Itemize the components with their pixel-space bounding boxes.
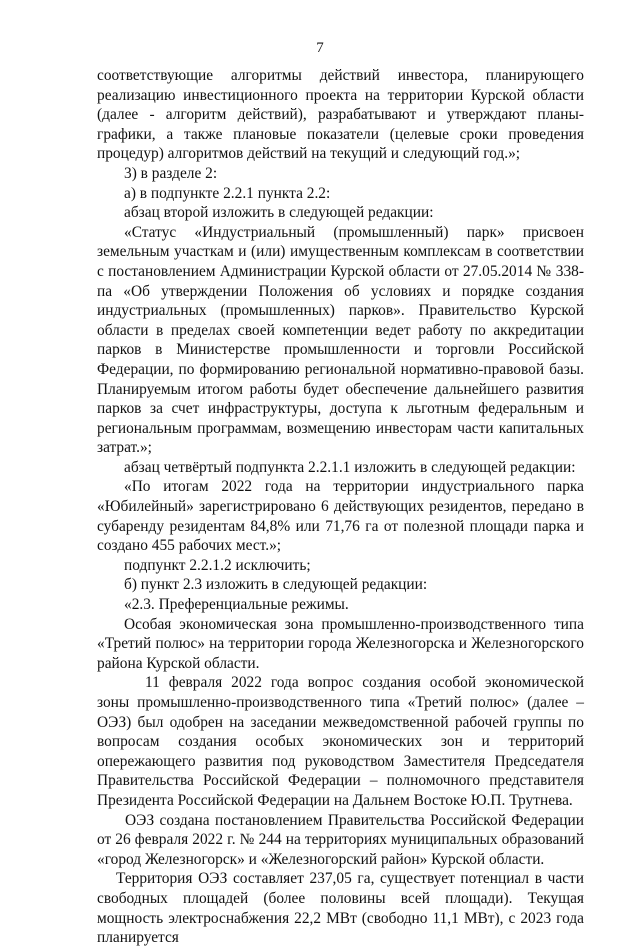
document-body — [97, 66, 584, 948]
paragraph-second-abzac-instruction: абзац второй изложить в следующей редакции: — [124, 204, 434, 222]
paragraph-sez-third-pole: Особая экономическая зона промышленно-производственного типа «Третий полюс» на территории города Железногорска и Железногорского района Курской области. — [97, 615, 584, 672]
paragraph-sez-approval: 11 февраля 2022 года вопрос создания особой экономической зоны промышленно-производственного типа «Третий полюс» (далее – ОЭЗ) был одобрен на заседании межведомственной рабочей группы по вопросам создания особых экономических зон и территорий опережающего развития под руководством Заместителя Председателя Правительства Российской Федерации – полномочного представителя Президента Российской Федерации на Дальнем Востоке Ю.П. Трутнева. — [97, 674, 584, 809]
paragraph-sez-decree: ОЭЗ создана постановлением Правительства Российской Федерации от 26 февраля 2022 г. № 244 на территориях муниципальных образований «город Железногорск» и «Железногорский район» Курской области. — [97, 811, 584, 868]
paragraph-industrial-park-status: «Статус «Индустриальный (промышленный) парк» присвоен земельным участкам и (или) имущественным комплексам в соответствии с постановлением Администрации Курской области от 27.05.2014 № 338-па «Об утверждении Положения об условиях и порядке создания индустриальных (промышленных) парков». Правительство Курской области в пределах своей компетенции ведет работу по аккредитации парков в Министерстве промышленности и торговли Российской Федерации, по формированию региональной нормативно-правовой базы. Планируемым итогом работы будет обеспечение дальнейшего развития парков за счет инфраструктуры, доступа к льготным федеральным и региональным программам, возмещению инвесторам части капитальных затрат.»; — [97, 223, 584, 457]
paragraph-subclause-2-2-1: а) в подпункте 2.2.1 пункта 2.2: — [124, 184, 331, 202]
paragraph-preferential-regimes: «2.3. Преференциальные режимы. — [124, 596, 349, 614]
paragraph-section-2: 3) в разделе 2: — [124, 164, 218, 182]
page-number: 7 — [316, 40, 324, 56]
paragraph-fourth-abzac-instruction: абзац четвёртый подпункта 2.2.1.1 изложить в следующей редакции: — [124, 458, 576, 476]
paragraph-exclude-2-2-1-2: подпункт 2.2.1.2 исключить; — [124, 556, 311, 574]
paragraph-sez-territory: Территория ОЭЗ составляет 237,05 га, существует потенциал в части свободных площадей (более половины всей площади). Текущая мощность электроснабжения 22,2 МВт (свободно 11,1 МВт), с 2023 года планируется — [97, 870, 584, 947]
paragraph-yubileyny-results: «По итогам 2022 года на территории индустриального парка «Юбилейный» зарегистрировано 6 действующих резидентов, передано в субаренду резидентам 84,8% или 71,76 га от полезной площади парка и создано 455 рабочих мест.»; — [97, 478, 584, 555]
paragraph-clause-2-3: б) пункт 2.3 изложить в следующей редакции: — [124, 576, 428, 594]
paragraph-algorithm-continuation: соответствующие алгоритмы действий инвестора, планирующего реализацию инвестиционного проекта на территории Курской области (далее - алгоритм действий), разрабатывают и утверждают планы-графики, а также плановые показатели (целевые сроки проведения процедур) алгоритмов действий на текущий и следующий год.»; — [97, 67, 584, 163]
